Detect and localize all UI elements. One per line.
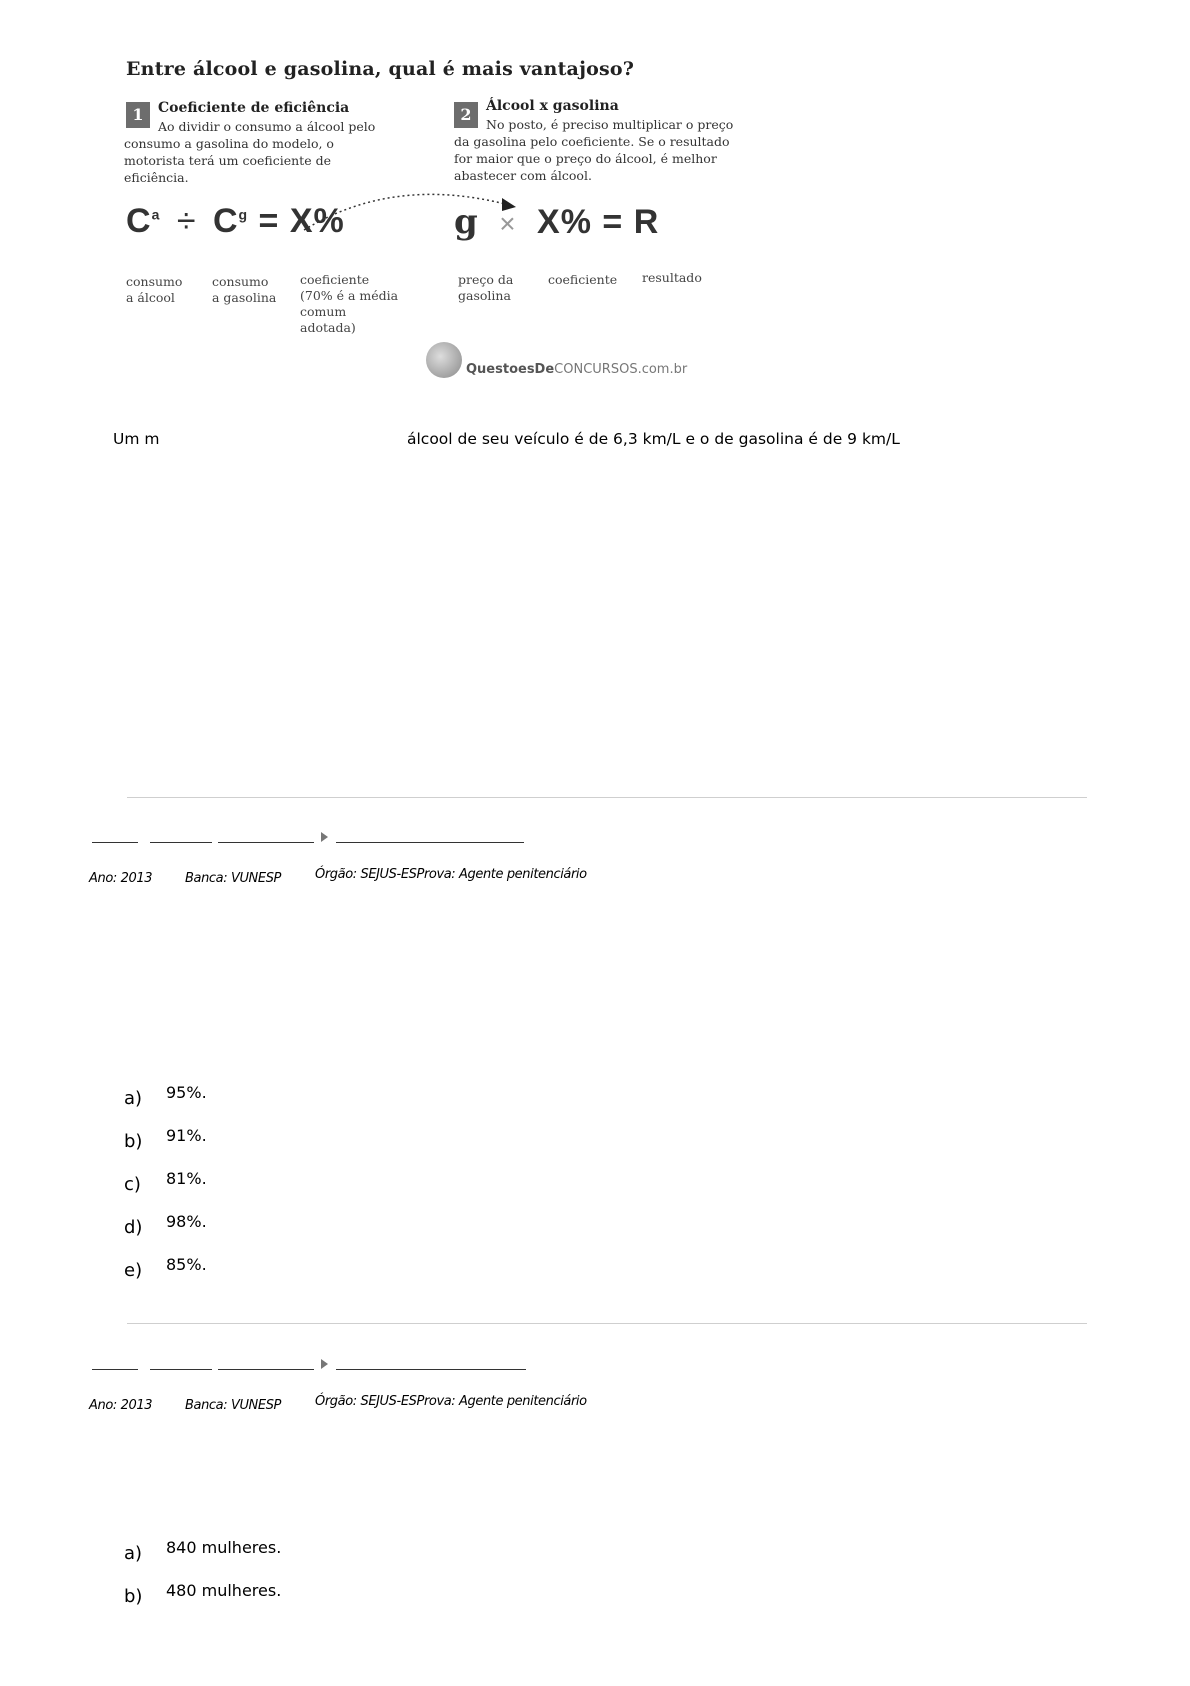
option-text[interactable]: 95%. — [166, 1083, 207, 1102]
option-text[interactable]: 85%. — [166, 1255, 207, 1274]
formula-result: g × X% = R — [454, 202, 660, 242]
label-consumo-gasolina: consumo a gasolina — [212, 274, 277, 305]
logo-text: QuestoesDeCONCURSOS.com.br — [466, 362, 688, 377]
section-1-body: Ao dividir o consumo a álcool pelo consumo a gasolina do modelo, o motorista terá um coeficiente de eficiência. — [124, 119, 376, 185]
infographic — [124, 52, 734, 392]
link-underline[interactable] — [92, 1369, 138, 1370]
section-1-title: Coeficiente de eficiência — [158, 100, 350, 116]
section-2-number: 2 — [454, 102, 478, 128]
option-letter[interactable]: b) — [124, 1131, 143, 1152]
link-underline[interactable] — [218, 1369, 314, 1370]
link-underline[interactable] — [92, 842, 138, 843]
divider — [127, 797, 1087, 798]
question-2-orgao: Órgão: SEJUS-ESProva: Agente penitenciário — [315, 867, 587, 882]
formula-efficiency: $C^a \div C^g = X\%$ — [126, 202, 345, 240]
label-coeficiente-1: coeficiente (70% é a média comum adotada) — [300, 272, 399, 335]
question-3-banca: Banca: VUNESP — [185, 1398, 281, 1413]
question-2-ano: Ano: 2013 — [89, 871, 153, 886]
section-2-body: No posto, é preciso multiplicar o preço da gasolina pelo coeficiente. Se o resultado for maior que o preço do álcool, é melhor abastecer com álcool. — [454, 117, 734, 183]
section-1-number: 1 — [126, 102, 150, 128]
logo-icon — [426, 342, 462, 378]
section-2-title: Álcool x gasolina — [486, 98, 619, 114]
link-underline[interactable] — [218, 842, 314, 843]
play-arrow-icon — [321, 1359, 328, 1369]
option-letter[interactable]: c) — [124, 1174, 141, 1195]
infographic-title: Entre álcool e gasolina, qual é mais vantajoso? — [126, 58, 635, 80]
question-2-banca: Banca: VUNESP — [185, 871, 281, 886]
option-text[interactable]: 840 mulheres. — [166, 1538, 282, 1557]
link-underline[interactable] — [336, 1369, 526, 1370]
play-arrow-icon — [321, 832, 328, 842]
option-text[interactable]: 98%. — [166, 1212, 207, 1231]
question-1-text-start: Um m — [113, 430, 160, 448]
link-underline[interactable] — [150, 1369, 212, 1370]
option-letter[interactable]: a) — [124, 1088, 143, 1109]
link-underline[interactable] — [150, 842, 212, 843]
question-3-orgao: Órgão: SEJUS-ESProva: Agente penitenciário — [315, 1394, 587, 1409]
option-text[interactable]: 480 mulheres. — [166, 1581, 282, 1600]
option-text[interactable]: 81%. — [166, 1169, 207, 1188]
label-resultado: resultado — [642, 270, 702, 285]
question-3-ano: Ano: 2013 — [89, 1398, 153, 1413]
question-1-text-end: álcool de seu veículo é de 6,3 km/L e o de gasolina é de 9 km/L — [407, 430, 900, 448]
label-preco-gasolina: preço da gasolina — [458, 272, 514, 303]
option-letter[interactable]: d) — [124, 1217, 143, 1238]
option-letter[interactable]: a) — [124, 1543, 143, 1564]
divider — [127, 1323, 1087, 1324]
link-underline[interactable] — [336, 842, 524, 843]
option-letter[interactable]: e) — [124, 1260, 143, 1281]
label-consumo-alcool: consumo a álcool — [126, 274, 183, 305]
option-letter[interactable]: b) — [124, 1586, 143, 1607]
label-coeficiente-2: coeficiente — [548, 272, 618, 287]
option-text[interactable]: 91%. — [166, 1126, 207, 1145]
